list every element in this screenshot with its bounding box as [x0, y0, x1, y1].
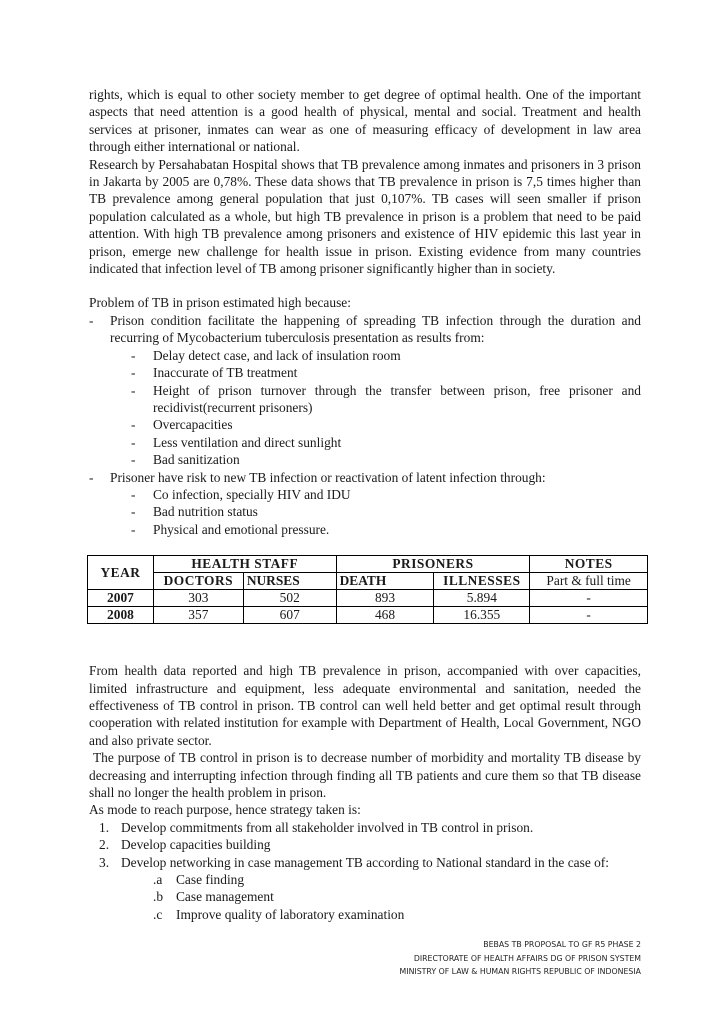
illnesses-header: ILLNESSES: [434, 573, 530, 590]
strategy-item: 2. Develop capacities building: [99, 837, 271, 853]
sub-cause-item: - Less ventilation and direct sunlight: [131, 434, 342, 450]
page-footer: [400, 938, 641, 979]
table-row: 2007 303 502 893 5.894 -: [88, 590, 648, 607]
nurses-header: NURSES: [243, 573, 336, 590]
table-row: 2008 357 607 468 16.355 -: [88, 607, 648, 624]
notes-subheader: Part & full time: [530, 573, 648, 590]
sub-cause-item: - Delay detect case, and lack of insulation room: [131, 347, 401, 363]
sub-strategy-item: .c Improve quality of laboratory examination: [153, 906, 405, 922]
doctors-header: DOCTORS: [153, 573, 243, 590]
sub-strategy-item: .a Case finding: [153, 872, 245, 888]
paragraph-research: Research by Persahabatan Hospital shows that TB prevalence among inmates and prisoners in 3 prison in Jakarta by 2005 are 0,78%. These data shows that TB prevalence in prison is 7,5 times higher than TB prevalence among general population that just 0,107%. TB cases will seen smaller if prison population calculated as a whole, but high TB prevalence in prison is a problem that need to be paid attention. With high TB prevalence among prisoners and existence of HIV epidemic this last year in prison, emerge new challenge for health issue in prison. Existing evidence from many countries indicated that infection level of TB among prisoner significantly higher than in society.: [89, 156, 641, 277]
sub-cause-item: - Bad sanitization: [131, 452, 240, 468]
strategy-intro: As mode to reach purpose, hence strategy taken is:: [89, 802, 361, 818]
sub-cause-item: - Inaccurate of TB treatment: [131, 365, 298, 381]
cause-item: - Prison condition facilitate the happening of spreading TB infection through the duration and recurring of Mycobacterium tuberculosis presentation as results from:: [89, 312, 641, 346]
sub-cause-item: - Co infection, specially HIV and IDU: [131, 486, 351, 502]
health-data-table: [87, 555, 648, 624]
footer-ministry: MINISTRY OF LAW & HUMAN RIGHTS REPUBLIC OF INDONESIA: [399, 967, 641, 976]
health-staff-header: HEALTH STAFF: [153, 556, 336, 573]
sub-cause-item: - Physical and emotional pressure.: [131, 521, 330, 537]
paragraph-health-data: From health data reported and high TB prevalence in prison, accompanied with over capacities, limited infrastructure and equipment, less adequate environmental and sanitation, needed the effectiveness of TB control in prison. TB control can well held better and get optimal result through cooperation with related institution for example with Department of Health, Local Government, NGO and also private sector.: [89, 663, 641, 748]
footer-proposal: BEBAS TB PROPOSAL TO GF R5 PHASE 2: [483, 940, 641, 949]
strategy-item: 1. Develop commitments from all stakeholder involved in TB control in prison.: [99, 819, 534, 835]
notes-header: NOTES: [530, 556, 648, 573]
strategy-item: 3. Develop networking in case management TB according to National standard in the case of:: [99, 854, 609, 870]
document-body: [89, 86, 645, 923]
problem-intro: Problem of TB in prison estimated high because:: [89, 295, 351, 311]
sub-cause-item: - Height of prison turnover through the transfer between prison, free prisoner and recidivist(recurrent prisoners): [131, 382, 641, 415]
sub-cause-item: - Overcapacities: [131, 417, 233, 433]
sub-cause-item: - Bad nutrition status: [131, 504, 258, 520]
paragraph-purpose: The purpose of TB control in prison is to decrease number of morbidity and mortality TB disease by decreasing and interrupting infection through finding all TB patients and cure them so that TB disease shall no longer the health problem in prison.: [89, 750, 645, 800]
death-header: DEATH: [336, 573, 434, 590]
sub-strategy-item: .b Case management: [153, 889, 274, 905]
cause-item: - Prisoner have risk to new TB infection or reactivation of latent infection through:: [89, 469, 546, 485]
year-header: YEAR: [88, 556, 154, 590]
footer-directorate: DIRECTORATE OF HEALTH AFFAIRS DG OF PRISON SYSTEM: [413, 953, 641, 963]
prisoners-header: PRISONERS: [336, 556, 530, 573]
paragraph-rights: rights, which is equal to other society member to get degree of optimal health. One of the important aspects that need attention is a good health of physical, mental and social. Treatment and health services at prisoner, inmates can wear as one of measuring efficacy of development in law area through either international or national.: [89, 87, 641, 155]
